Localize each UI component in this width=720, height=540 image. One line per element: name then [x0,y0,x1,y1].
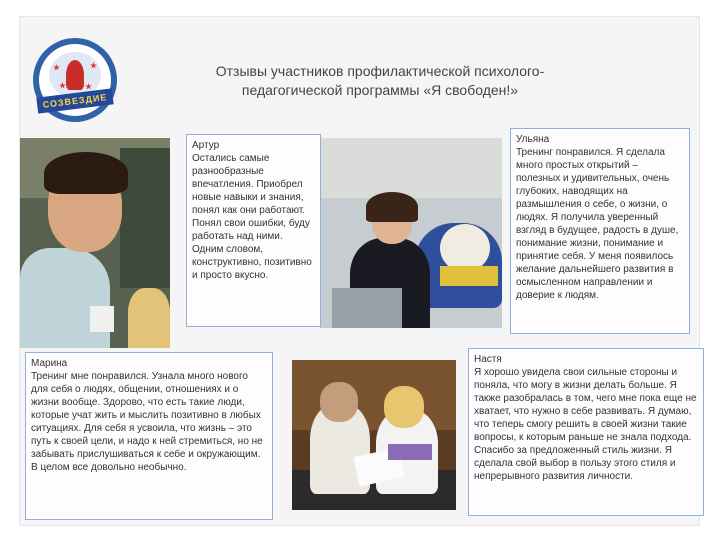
review-card-marina [25,352,273,520]
logo-figure-icon [66,60,84,90]
page-title [180,62,580,100]
photo-participant-ulyana [320,138,502,328]
sozvezdie-logo [33,38,117,122]
review-card-ulyana [510,128,690,334]
review-text: Тренинг понравился. Я сделала много простых открытий – полезных и удивительных, очень глубоких, наводящих на размышления о себе, о жизни, о людях. Я получила уверенный взгляд в будущее, радость в душе, понимание жизни, понимание и принятие себя. У меня появилось желание дальнейшего развития в осмысленном направлении и доверие к людям. [516,147,679,301]
reviewer-name: Марина [31,358,68,369]
reviewer-name: Настя [474,354,502,365]
review-card-nastya [468,348,704,516]
reviewer-name: Ульяна [516,134,550,145]
review-text: Остались самые разнообразные впечатления. Приобрел новые навыки и знания, понял как они работают. Понял свои ошибки, буду работать над ними. Одним словом, конструктивно, позитивно и просто вкусно. [192,153,312,281]
reviewer-name: Артур [192,140,220,151]
logo-ribbon: СОЗВЕЗДИЕ [36,88,113,113]
review-card-artur [186,134,321,327]
title-line-2: педагогической программы «Я свободен!» [241,82,519,98]
photo-participants-group [292,360,456,510]
title-line-1: Отзывы участников профилактической психолого- [215,63,545,79]
review-text: Я хорошо увидела свои сильные стороны и поняла, что могу в жизни делать больше. Я также разобралась в том, чего мне пока еще не хватает, что нужно в себе развивать. Я думаю, что теперь смогу решить в своей жизни такие вопросы, к которым раньше не знала подхода. Спасибо за предложенный стиль жизни. Я сделала свой выбор в пользу этого стиля и непрерывного развития личности. [474,367,697,482]
review-text: Тренинг мне понравился. Узнала много нового для себя о людях, общении, отношениях и о жизни вообще. Здорово, что есть такие люди, которые учат жить и мыслить позитивно в любых ситуациях. Для себя я усвоила, что жизнь – это путь к своей цели, и надо к ней стремиться, но не забывать прислушиваться к себе и окружающим. В целом все довольно необычно. [31,371,263,473]
photo-participant-artur [20,138,170,348]
